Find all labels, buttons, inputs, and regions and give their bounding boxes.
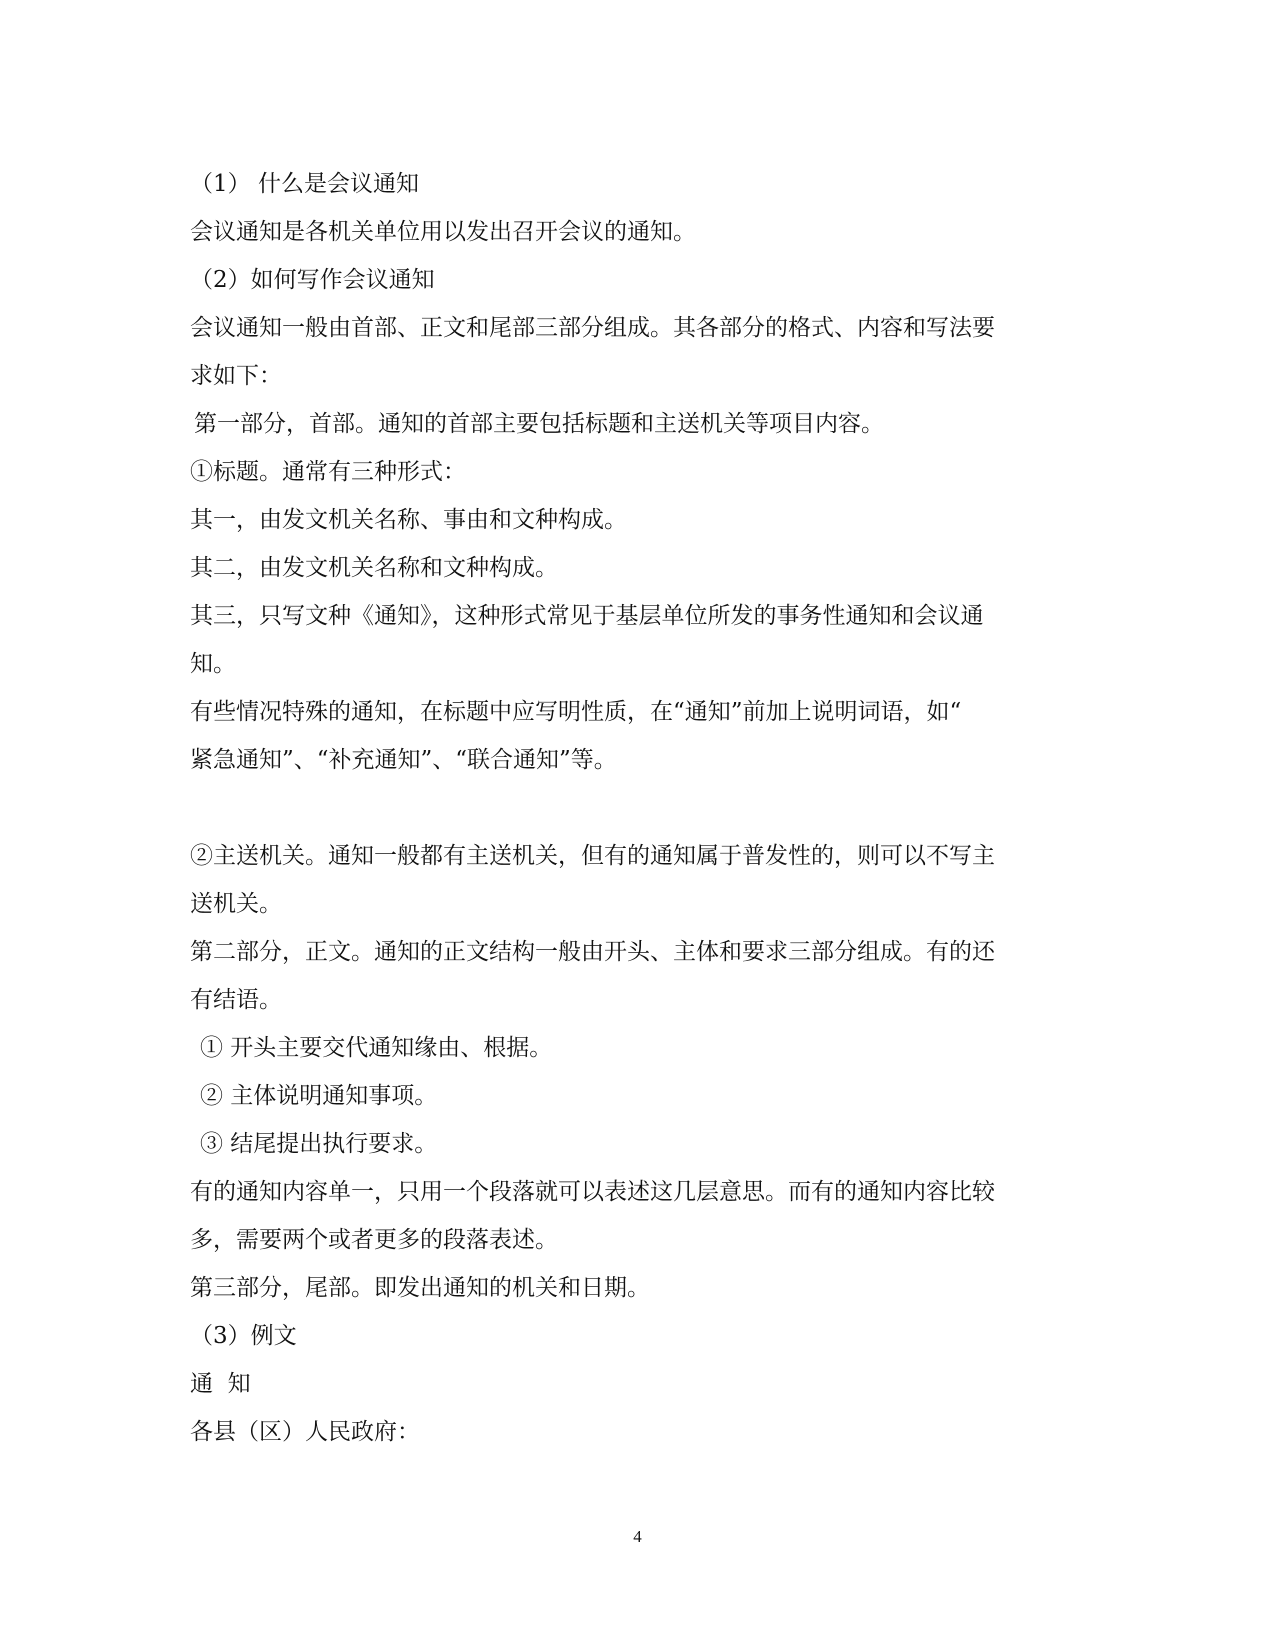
blank-line — [190, 784, 1070, 832]
document-body — [190, 160, 1070, 1456]
page-number: 4 — [633, 1527, 642, 1546]
paragraph-line: ②主送机关。通知一般都有主送机关，但有的通知属于普发性的，则可以不写主 — [190, 843, 995, 869]
section-heading-2: （2）如何写作会议通知 — [190, 267, 435, 293]
paragraph-line: 第三部分，尾部。即发出通知的机关和日期。 — [190, 1275, 650, 1301]
paragraph-line: 送机关。 — [190, 891, 282, 917]
list-item: ① 开头主要交代通知缘由、根据。 — [200, 1035, 553, 1061]
paragraph-line: ①标题。通常有三种形式： — [190, 459, 466, 485]
paragraph-line: 有些情况特殊的通知，在标题中应写明性质，在“通知”前加上说明词语，如“ — [190, 699, 962, 725]
paragraph-line: 求如下： — [190, 363, 282, 389]
paragraph-line: 第二部分，正文。通知的正文结构一般由开头、主体和要求三部分组成。有的还 — [190, 939, 995, 965]
example-salutation: 各县（区）人民政府： — [190, 1419, 420, 1445]
paragraph-line: 有的通知内容单一，只用一个段落就可以表述这几层意思。而有的通知内容比较 — [190, 1179, 995, 1205]
paragraph-line: 第一部分，首部。通知的首部主要包括标题和主送机关等项目内容。 — [194, 411, 884, 437]
paragraph-line: 紧急通知”、“补充通知”、“联合通知”等。 — [190, 747, 617, 773]
paragraph-line: 多，需要两个或者更多的段落表述。 — [190, 1227, 558, 1253]
paragraph-line: 会议通知是各机关单位用以发出召开会议的通知。 — [190, 219, 696, 245]
paragraph-line: 知。 — [190, 651, 236, 677]
section-heading-1: （1） 什么是会议通知 — [190, 171, 419, 197]
paragraph-line: 其二，由发文机关名称和文种构成。 — [190, 555, 558, 581]
paragraph-line: 其三，只写文种《通知》，这种形式常见于基层单位所发的事务性通知和会议通 — [190, 603, 984, 629]
paragraph-line: 会议通知一般由首部、正文和尾部三部分组成。其各部分的格式、内容和写法要 — [190, 315, 995, 341]
list-item: ② 主体说明通知事项。 — [200, 1083, 438, 1109]
example-title: 通 知 — [190, 1371, 251, 1397]
paragraph-line: 其一，由发文机关名称、事由和文种构成。 — [190, 507, 627, 533]
section-heading-3: （3）例文 — [190, 1323, 297, 1349]
list-item: ③ 结尾提出执行要求。 — [200, 1131, 438, 1157]
paragraph-line: 有结语。 — [190, 987, 282, 1013]
